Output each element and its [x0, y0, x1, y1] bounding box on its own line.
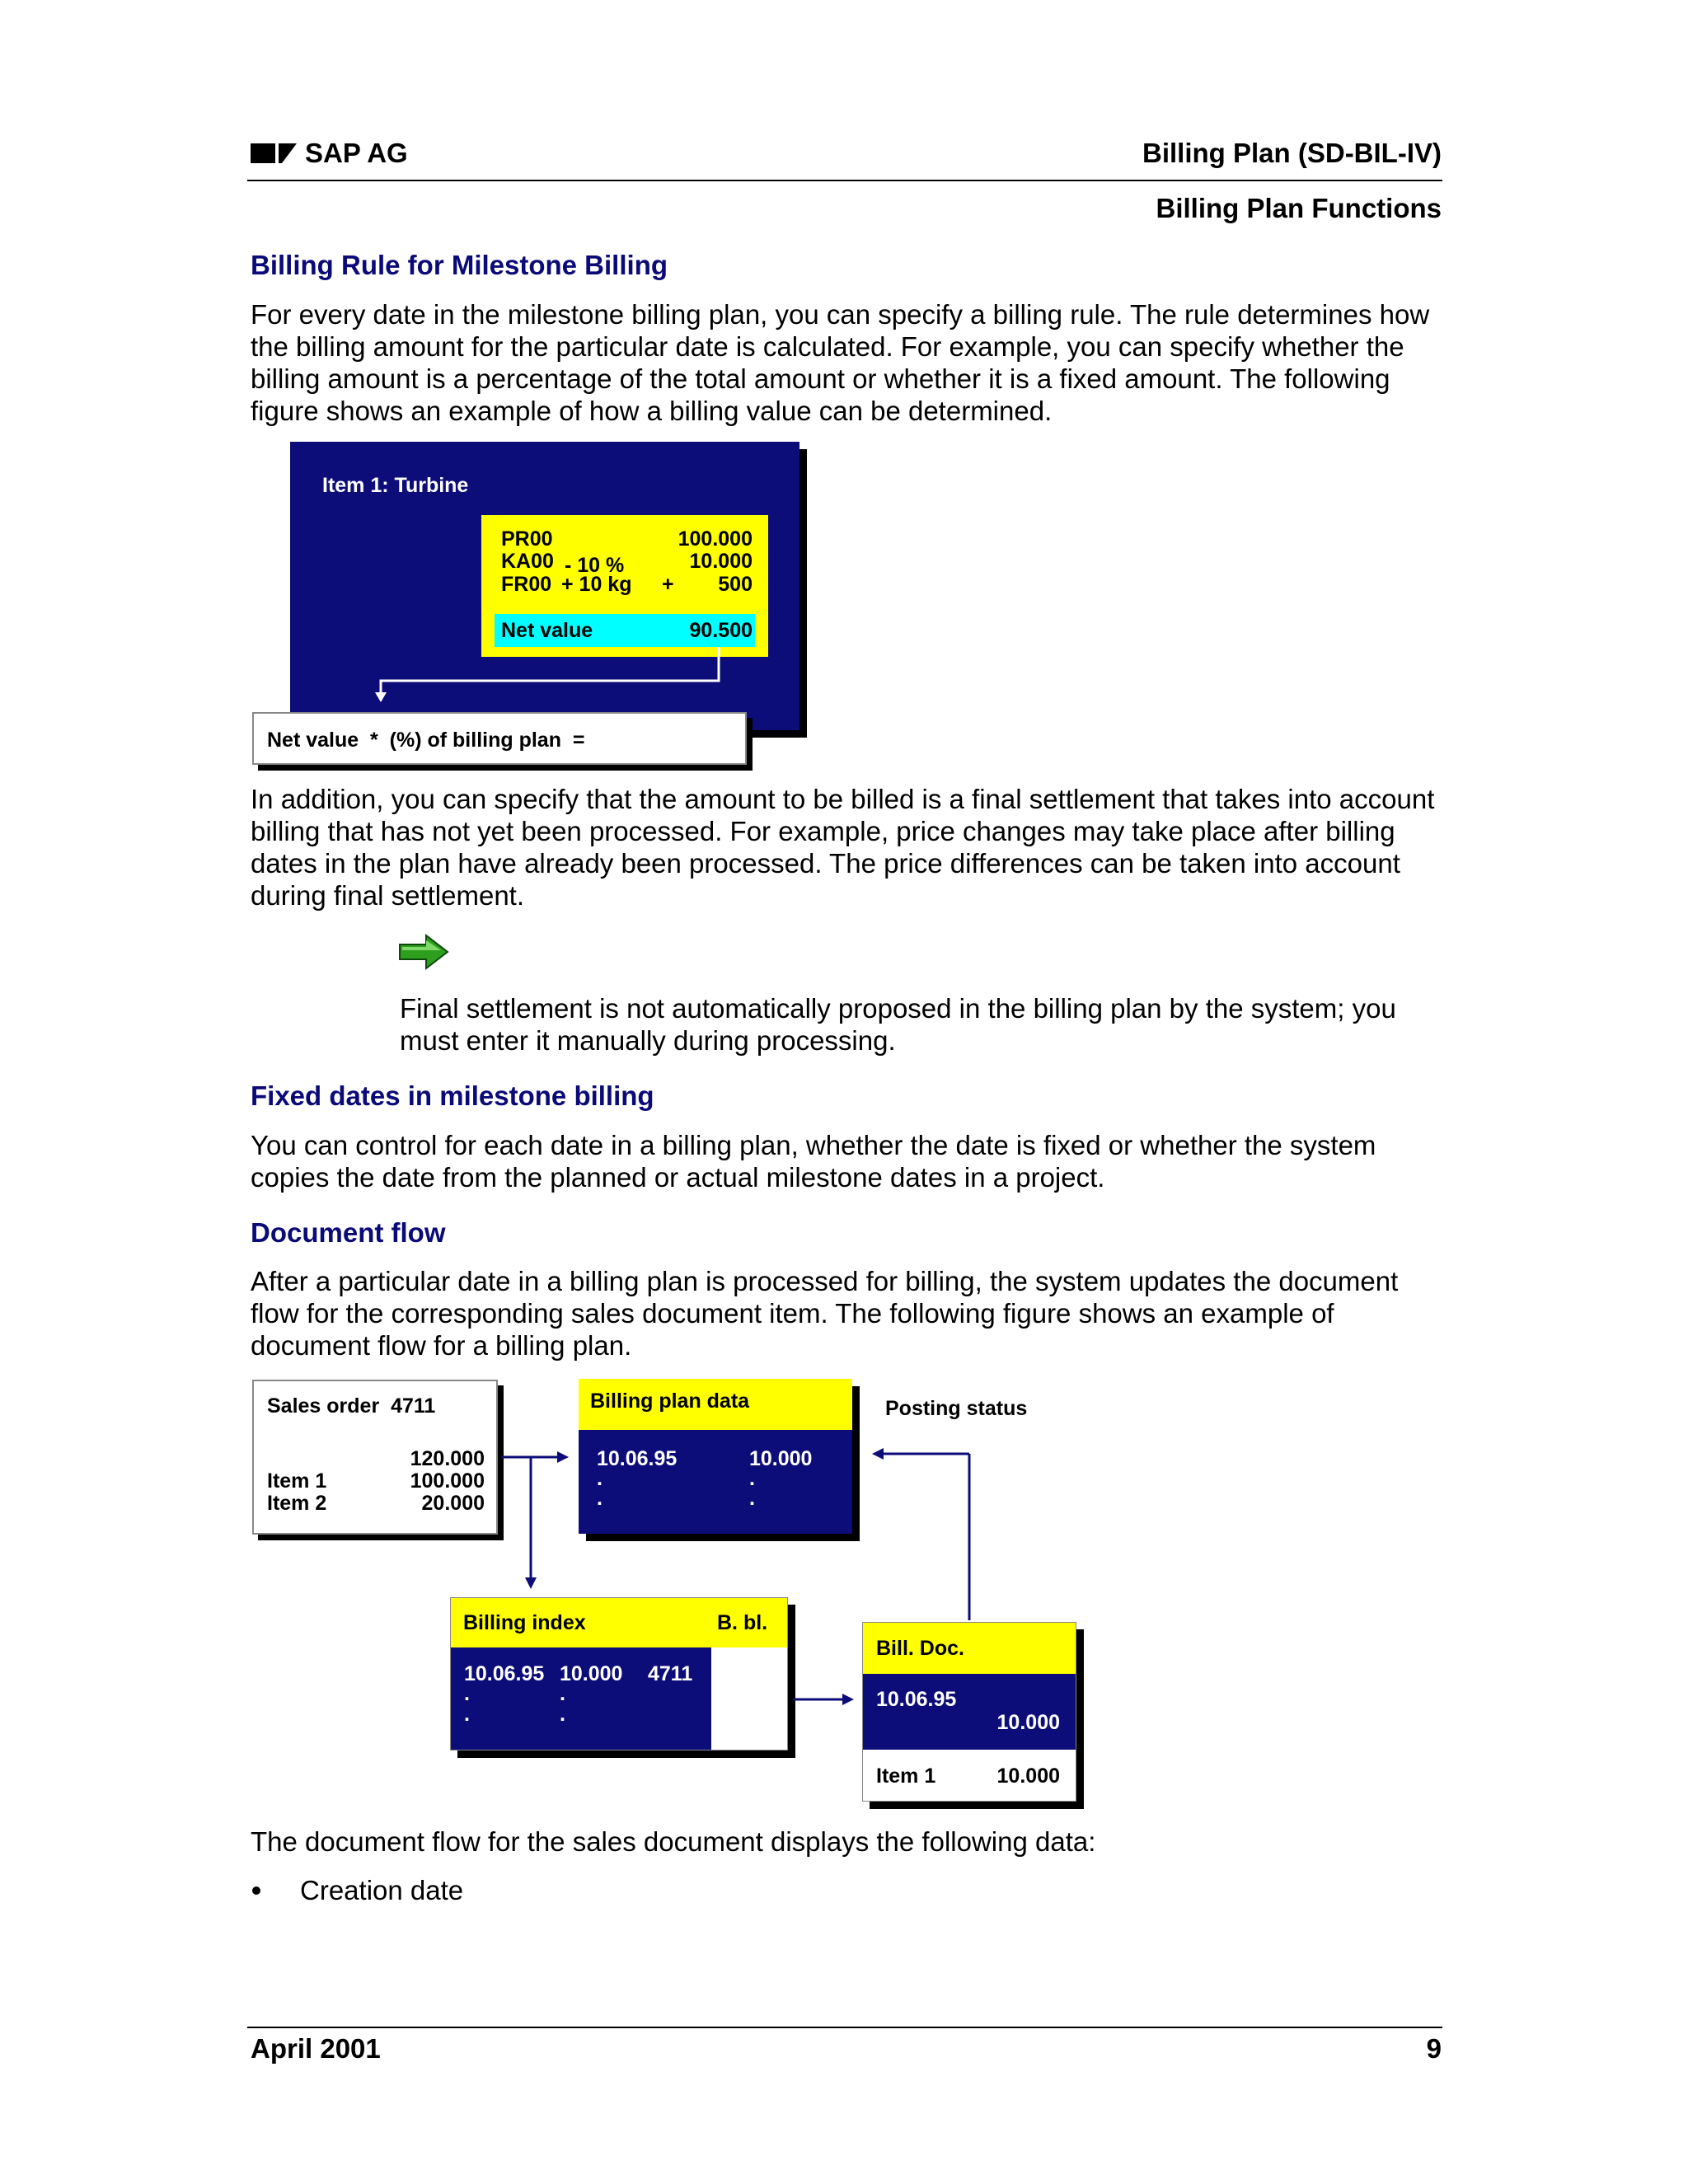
green-arrow-icon [398, 934, 449, 970]
bill-doc-date: 10.06.95 [876, 1688, 957, 1711]
condition-modifier-fr00: + 10 kg [561, 573, 632, 596]
bill-doc-value: 10.000 [996, 1711, 1060, 1734]
billing-index-dot: . [560, 1682, 565, 1705]
bill-doc-item-value: 10.000 [996, 1765, 1060, 1788]
billing-index-dot: . [464, 1682, 470, 1705]
billing-index-doc: 4711 [648, 1662, 693, 1685]
header-rule [247, 180, 1442, 181]
heading-billing-rule: Billing Rule for Milestone Billing [251, 250, 668, 280]
billing-index-date: 10.06.95 [464, 1662, 545, 1685]
billing-plan-title: Billing plan data [590, 1390, 750, 1413]
note-arrow-icon [398, 934, 449, 970]
section-title: Billing Plan Functions [1156, 193, 1442, 223]
condition-code-pr00: PR00 [501, 527, 553, 551]
paragraph-final-settlement: In addition, you can specify that the amount to be billed is a final settlement that takes into account billing that has not yet been processed. For example, price changes may take place after billing dates in the plan have already been processed. The price differences can be taken into account during final settlement. [251, 784, 1435, 911]
company-name: SAP AG [305, 138, 408, 168]
posting-status-label: Posting status [885, 1397, 1028, 1420]
billing-index-value: 10.000 [560, 1662, 623, 1685]
paragraph-document-flow-data: The document flow for the sales document displays the following data: [251, 1826, 1096, 1857]
footer-date: April 2001 [251, 2033, 381, 2064]
paragraph-fixed-dates: You can control for each date in a billing plan, whether the date is fixed or whether the system copies the date from the planned or actual milestone dates in a project. [251, 1130, 1376, 1193]
condition-amount-fr00: 500 [718, 573, 753, 596]
sales-order-title: Sales order 4711 [267, 1394, 436, 1418]
billing-index-bbl: B. bl. [717, 1611, 768, 1634]
paragraph-document-flow: After a particular date in a billing plan is processed for billing, the system updates the document flow for the corresponding sales document item. The following figure shows an example of document flow for a billing plan. [251, 1266, 1399, 1361]
billing-index-dot: . [560, 1703, 565, 1726]
sales-order-item1-value: 100.000 [410, 1469, 485, 1493]
page-number: 9 [1426, 2033, 1442, 2064]
net-value-label: Net value [501, 619, 593, 642]
billing-plan-value: 10.000 [749, 1447, 813, 1470]
billing-index-title: Billing index [463, 1611, 586, 1634]
sales-order-item2-value: 20.000 [421, 1492, 485, 1515]
formula-text: Net value * (%) of billing plan = [267, 729, 585, 752]
billing-plan-dot: . [749, 1487, 755, 1510]
billing-plan-dot: . [597, 1467, 603, 1490]
bill-doc-item-label: Item 1 [876, 1765, 936, 1788]
sap-logo-icon [251, 143, 297, 163]
condition-modifier-ka00: - 10 % [565, 554, 625, 577]
sales-order-item1-label: Item 1 [267, 1469, 327, 1493]
heading-document-flow: Document flow [251, 1217, 446, 1248]
sap-logo [251, 143, 297, 163]
condition-amount-pr00: 100.000 [678, 527, 753, 551]
footer-rule [247, 2027, 1442, 2028]
billing-plan-dot: . [597, 1487, 603, 1510]
net-value-amount: 90.500 [689, 619, 753, 642]
sales-order-item2-label: Item 2 [267, 1492, 327, 1515]
condition-code-ka00: KA00 [501, 550, 554, 573]
bullet-creation-date: Creation date [300, 1875, 464, 1905]
sales-order-total: 120.000 [410, 1447, 485, 1470]
bullet-icon [252, 1886, 260, 1895]
paragraph-billing-rule: For every date in the milestone billing plan, you can specify a billing rule. The rule determines how the billing amount for the particular date is calculated. For example, you can specify whether the billing amount is a percentage of the total amount or whether it is a fixed amount. The following figure shows an example of how a billing value can be determined. [251, 299, 1430, 426]
billing-index-dot: . [464, 1703, 470, 1726]
note-final-settlement: Final settlement is not automatically proposed in the billing plan by the system; you must enter it manually during processing. [400, 993, 1396, 1056]
billing-plan-dot: . [749, 1467, 755, 1490]
document-title: Billing Plan (SD-BIL-IV) [1142, 138, 1442, 168]
heading-fixed-dates: Fixed dates in milestone billing [251, 1080, 654, 1111]
condition-sign-fr00: + [662, 573, 674, 596]
item-label: Item 1: Turbine [322, 474, 469, 497]
condition-code-fr00: FR00 [501, 573, 552, 596]
bill-doc-title: Bill. Doc. [876, 1637, 964, 1660]
condition-amount-ka00: 10.000 [689, 550, 753, 573]
billing-plan-date: 10.06.95 [597, 1447, 678, 1470]
